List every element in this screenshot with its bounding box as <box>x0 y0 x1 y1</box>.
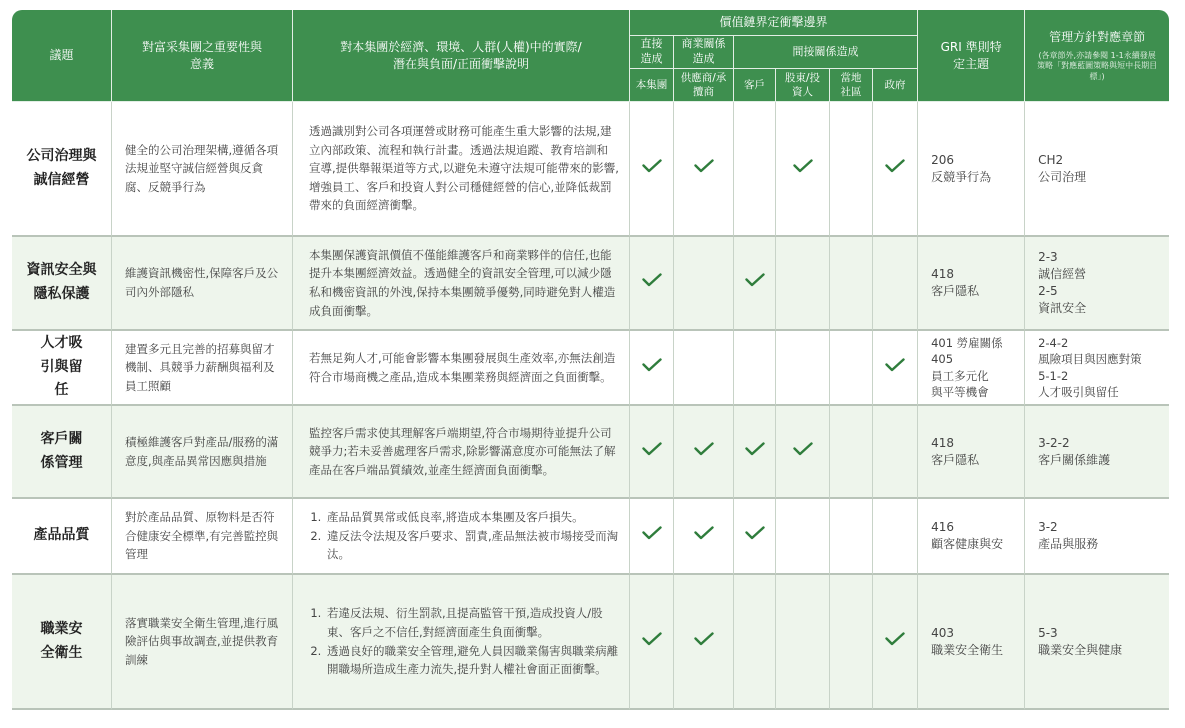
header-gri: GRI 準則特定主題 <box>918 10 1025 102</box>
table-row <box>12 331 1169 406</box>
check-cell-group <box>630 499 674 575</box>
check-cell-government <box>873 406 918 499</box>
gri-cell <box>918 102 1025 237</box>
check-cell-government <box>873 237 918 331</box>
table-header <box>12 10 1169 102</box>
chapter-cell <box>1025 575 1169 710</box>
check-cell-supplier <box>674 331 734 406</box>
chapter-code: 5-1-2 <box>1038 368 1069 383</box>
header-impact: 對本集團於經濟、環境、人群(人權)中的實際/潛在與負面/正面衝擊說明 <box>293 10 630 102</box>
checkmark-icon <box>793 442 813 456</box>
check-cell-government <box>873 499 918 575</box>
impact-text: 監控客戶需求使其理解客戶端期望,符合市場期待並提升公司競爭力;若未妥善處理客戶需求,除影響滿意度亦可能無法了解產品在客戶端品質績效,並產生經濟面負面衝擊。 <box>309 425 616 477</box>
header-significance: 對富采集團之重要性與意義 <box>112 10 293 102</box>
check-cell-supplier <box>674 237 734 331</box>
significance-cell <box>112 237 293 331</box>
significance-text: 對於產品品質、原物料是否符合健康安全標準,有完善監控與管理 <box>125 510 279 562</box>
checkmark-icon <box>642 632 662 646</box>
check-cell-supplier <box>674 499 734 575</box>
check-cell-group <box>630 237 674 331</box>
gri-code: 403 <box>931 625 954 640</box>
gri-code: 206 <box>931 152 954 167</box>
impact-list <box>309 508 619 564</box>
gri-title: 客戶隱私 <box>931 284 980 298</box>
gri-cell <box>918 237 1025 331</box>
chapter-code: 3-2 <box>1038 520 1058 535</box>
check-cell-government <box>873 102 918 237</box>
gri-cell <box>918 575 1025 710</box>
topic-cell <box>12 406 112 499</box>
checkmark-icon <box>642 159 662 173</box>
header-value-chain: 價值鏈界定衝擊邊界 <box>630 10 918 36</box>
checkmark-icon <box>694 632 714 646</box>
table-row <box>12 102 1169 237</box>
impact-list-item: 1. 產品品質異常或低良率,將造成本集團及客戶損失。 <box>325 508 619 527</box>
gri-code: 416 <box>931 520 954 535</box>
gri-code: 418 <box>931 435 954 450</box>
significance-text: 維護資訊機密性,保障客戶及公司內外部隱私 <box>125 266 279 299</box>
gri-title: 與平等機會 <box>931 384 989 399</box>
impact-cell <box>293 237 630 331</box>
check-cell-supplier <box>674 102 734 237</box>
check-cell-customer <box>734 575 776 710</box>
check-cell-group <box>630 575 674 710</box>
chapter-cell <box>1025 499 1169 575</box>
impact-text: 若無足夠人才,可能會影響本集團發展與生產效率,亦無法創造符合市場商機之產品,造成本集團業務與經濟面之負面衝擊。 <box>309 350 616 384</box>
checkmark-icon <box>694 526 714 540</box>
chapter-title: 公司治理 <box>1038 169 1087 184</box>
impact-cell <box>293 499 630 575</box>
impact-list <box>309 604 619 679</box>
topic-cell <box>12 331 112 406</box>
checkmark-icon <box>642 526 662 540</box>
header-customer: 客戶 <box>734 69 776 102</box>
check-cell-customer <box>734 102 776 237</box>
gri-cell <box>918 331 1025 406</box>
significance-cell <box>112 102 293 237</box>
gri-title: 反競爭行為 <box>931 169 992 184</box>
check-cell-customer <box>734 406 776 499</box>
chapter-code: 2-5 <box>1038 284 1058 298</box>
topic-label: 產品品質 <box>33 527 90 544</box>
topic-cell <box>12 237 112 331</box>
significance-text: 落實職業安全衛生管理,進行風險評估與事故調查,並提供教育訓練 <box>125 615 279 667</box>
check-cell-community <box>830 237 873 331</box>
impact-cell <box>293 406 630 499</box>
checkmark-icon <box>745 442 765 456</box>
check-cell-shareholder <box>776 237 830 331</box>
checkmark-icon <box>745 526 765 540</box>
check-cell-community <box>830 102 873 237</box>
impact-text: 本集團保護資訊價值不僅能維護客戶和商業夥伴的信任,也能提升本集團經濟效益。透過健全的資訊安全管理,可以減少隱私和機密資訊的外洩,保持本集團競爭優勢,同時避免對人權造成負面衝擊。 <box>309 247 616 318</box>
chapter-title: 產品與服務 <box>1038 537 1099 551</box>
header-supplier: 供應商/承攬商 <box>674 69 734 102</box>
significance-cell <box>112 331 293 406</box>
checkmark-icon <box>885 632 905 646</box>
table-row <box>12 406 1169 499</box>
chapter-code: CH2 <box>1038 152 1064 167</box>
topic-cell <box>12 102 112 237</box>
check-cell-shareholder <box>776 331 830 406</box>
impact-list-item: 2. 違反法令法規及客戶要求、罰責,產品無法被市場接受而淘汰。 <box>325 527 619 564</box>
checkmark-icon <box>885 159 905 173</box>
check-cell-supplier <box>674 575 734 710</box>
check-cell-customer <box>734 331 776 406</box>
impact-list-item: 2. 透過良好的職業安全管理,避免人員因職業傷害與職業病離開職場所造成生產力流失,提升對人權社會面正面衝擊。 <box>325 642 619 679</box>
gri-title: 職業安全衛生 <box>931 642 1004 657</box>
gri-title: 客戶隱私 <box>931 452 980 467</box>
check-cell-group <box>630 331 674 406</box>
topic-cell <box>12 499 112 575</box>
checkmark-icon <box>694 159 714 173</box>
table-body <box>12 102 1169 710</box>
header-chapter <box>1025 10 1169 102</box>
gri-cell <box>918 499 1025 575</box>
check-cell-community <box>830 406 873 499</box>
header-government: 政府 <box>873 69 918 102</box>
gri-title: 員工多元化 <box>931 368 989 383</box>
header-community: 當地社區 <box>830 69 873 102</box>
chapter-cell <box>1025 102 1169 237</box>
chapter-cell <box>1025 406 1169 499</box>
gri-code: 418 <box>931 267 954 282</box>
check-cell-customer <box>734 499 776 575</box>
significance-cell <box>112 406 293 499</box>
check-cell-shareholder <box>776 575 830 710</box>
topic-label: 職業安全衛生 <box>40 620 83 661</box>
chapter-title: 客戶關係維護 <box>1038 452 1111 467</box>
significance-text: 積極維護客戶對產品/服務的滿意度,與產品異常因應與措施 <box>125 434 279 468</box>
significance-cell <box>112 499 293 575</box>
impact-cell <box>293 575 630 710</box>
topic-label: 客戶關係管理 <box>40 430 83 471</box>
checkmark-icon <box>642 358 662 372</box>
checkmark-icon <box>642 273 662 287</box>
header-chapter-note: (各章節外,亦請參閱 1-1永續發展策略「對應藍圖策略與短中長期目標」) <box>1037 51 1158 81</box>
gri-title: 顧客健康與安 <box>931 537 1004 551</box>
check-cell-government <box>873 575 918 710</box>
chapter-cell <box>1025 237 1169 331</box>
check-cell-customer <box>734 237 776 331</box>
check-cell-community <box>830 575 873 710</box>
chapter-code: 3-2-2 <box>1038 435 1070 450</box>
significance-text: 健全的公司治理架構,遵循各項法規並堅守誠信經營與反貪腐、反競爭行為 <box>125 142 279 194</box>
significance-text: 建置多元且完善的招募與留才機制、具競爭力薪酬與福利及員工照顧 <box>125 341 275 393</box>
checkmark-icon <box>694 442 714 456</box>
topic-cell <box>12 575 112 710</box>
topic-label: 人才吸引與留任 <box>40 334 83 399</box>
checkmark-icon <box>642 442 662 456</box>
check-cell-shareholder <box>776 406 830 499</box>
chapter-title: 風險項目與因應對策 <box>1038 352 1142 367</box>
table-row <box>12 499 1169 575</box>
impact-cell <box>293 102 630 237</box>
gri-cell <box>918 406 1025 499</box>
check-cell-community <box>830 499 873 575</box>
header-chapter-label: 管理方針對應章節 <box>1049 29 1146 44</box>
impact-list-item: 1. 若違反法規、衍生罰款,且提高監管干預,造成投資人/股東、客戶之不信任,對經濟面產生負面衝擊。 <box>325 604 619 641</box>
topic-label: 資訊安全與隱私保護 <box>26 262 97 302</box>
header-indirect: 間接關係造成 <box>734 36 918 69</box>
table-row <box>12 237 1169 331</box>
chapter-cell <box>1025 331 1169 406</box>
header-shareholder: 股東/投資人 <box>776 69 830 102</box>
impact-cell <box>293 331 630 406</box>
check-cell-group <box>630 102 674 237</box>
table-row <box>12 575 1169 710</box>
chapter-title: 誠信經營 <box>1038 267 1087 282</box>
topic-label: 公司治理與誠信經營 <box>26 147 97 188</box>
check-cell-shareholder <box>776 499 830 575</box>
chapter-title: 人才吸引與留任 <box>1038 384 1119 399</box>
check-cell-community <box>830 331 873 406</box>
check-cell-group <box>630 406 674 499</box>
check-cell-government <box>873 331 918 406</box>
header-business: 商業關係造成 <box>674 36 734 69</box>
impact-text: 透過識別對公司各項運營或財務可能產生重大影響的法規,建立內部政策、流程和執行計畫。透過法規追蹤、教育培訓和宣導,提供舉報渠道等方式,以避免未遵守法規可能帶來的影響,增強員工、客戶和投資人對公司穩健經營的信心,並降低裁罰帶來的負面經濟衝擊。 <box>309 123 619 213</box>
header-group: 本集團 <box>630 69 674 102</box>
checkmark-icon <box>885 358 905 372</box>
material-topics-table-wrapper <box>12 10 1169 710</box>
check-cell-supplier <box>674 406 734 499</box>
chapter-code: 2-4-2 <box>1038 336 1069 351</box>
chapter-title: 資訊安全 <box>1038 300 1087 315</box>
chapter-code: 5-3 <box>1038 625 1058 640</box>
checkmark-icon <box>745 273 765 287</box>
chapter-code: 2-3 <box>1038 250 1058 265</box>
checkmark-icon <box>793 159 813 173</box>
significance-cell <box>112 575 293 710</box>
chapter-title: 職業安全與健康 <box>1038 642 1123 657</box>
header-topic: 議題 <box>12 10 112 102</box>
material-topics-table <box>12 10 1169 710</box>
gri-code: 405 <box>931 352 954 367</box>
header-direct: 直接造成 <box>630 36 674 69</box>
gri-code: 401 勞雇關係 <box>931 336 1003 351</box>
check-cell-shareholder <box>776 102 830 237</box>
